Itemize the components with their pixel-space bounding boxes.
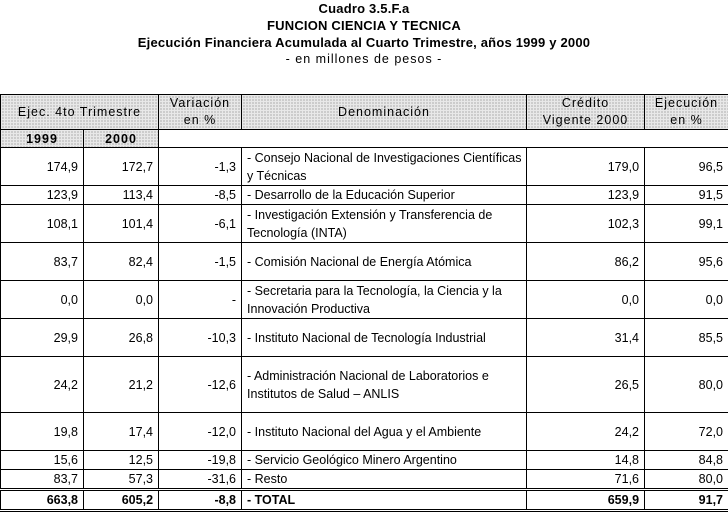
table-row	[1, 243, 728, 281]
variation-pct-cell: -1,3	[159, 148, 242, 186]
title-block	[0, 0, 728, 68]
table-body	[1, 148, 728, 511]
credito-vigente-cell: 31,4	[527, 319, 645, 357]
value-2000-cell: 12,5	[84, 451, 159, 470]
denomination-cell: - Consejo Nacional de Investigaciones Científicas y Técnicas	[242, 148, 527, 186]
header-variacion-line2: en %	[184, 113, 217, 127]
total-credito-vigente-cell: 659,9	[527, 490, 645, 511]
denomination-cell: - Resto	[242, 470, 527, 490]
header-credito	[527, 95, 645, 130]
value-1999-cell: 123,9	[1, 186, 84, 205]
execution-pct-cell: 84,8	[645, 451, 728, 470]
value-1999-cell: 174,9	[1, 148, 84, 186]
credito-vigente-cell: 179,0	[527, 148, 645, 186]
table-number: Cuadro 3.5.F.a	[0, 0, 728, 17]
value-1999-cell: 108,1	[1, 205, 84, 243]
header-ejecucion-line1: Ejecución	[655, 96, 718, 110]
credito-vigente-cell: 86,2	[527, 243, 645, 281]
credito-vigente-cell: 26,5	[527, 357, 645, 413]
variation-pct-cell: -10,3	[159, 319, 242, 357]
total-execution-pct-cell: 91,7	[645, 490, 728, 511]
value-1999-cell: 19,8	[1, 413, 84, 451]
value-1999-cell: 24,2	[1, 357, 84, 413]
execution-pct-cell: 99,1	[645, 205, 728, 243]
table-row	[1, 186, 728, 205]
denomination-cell: - Investigación Extensión y Transferencia de Tecnología (INTA)	[242, 205, 527, 243]
denomination-cell: - Comisión Nacional de Energía Atómica	[242, 243, 527, 281]
header-years-row	[1, 130, 728, 148]
value-1999-cell: 0,0	[1, 281, 84, 319]
variation-pct-cell: -1,5	[159, 243, 242, 281]
total-value-1999-cell: 663,8	[1, 490, 84, 511]
execution-pct-cell: 85,5	[645, 319, 728, 357]
credito-vigente-cell: 0,0	[527, 281, 645, 319]
table-row	[1, 451, 728, 470]
value-1999-cell: 15,6	[1, 451, 84, 470]
execution-pct-cell: 80,0	[645, 470, 728, 490]
execution-table	[0, 94, 728, 512]
table-row	[1, 413, 728, 451]
execution-pct-cell: 95,6	[645, 243, 728, 281]
header-year-1999: 1999	[1, 130, 84, 148]
variation-pct-cell: -31,6	[159, 470, 242, 490]
credito-vigente-cell: 24,2	[527, 413, 645, 451]
variation-pct-cell: -	[159, 281, 242, 319]
variation-pct-cell: -6,1	[159, 205, 242, 243]
denomination-cell: - Desarrollo de la Educación Superior	[242, 186, 527, 205]
header-credito-line1: Crédito	[562, 96, 609, 110]
value-2000-cell: 0,0	[84, 281, 159, 319]
variation-pct-cell: -19,8	[159, 451, 242, 470]
execution-pct-cell: 91,5	[645, 186, 728, 205]
header-ejec: Ejec. 4to Trimestre	[1, 95, 159, 130]
variation-pct-cell: -12,6	[159, 357, 242, 413]
header-variacion-line1: Variación	[170, 96, 230, 110]
denomination-cell: - Secretaria para la Tecnología, la Ciencia y la Innovación Productiva	[242, 281, 527, 319]
total-variation-pct-cell: -8,8	[159, 490, 242, 511]
table-row	[1, 357, 728, 413]
header-row	[1, 95, 728, 130]
header-year-2000: 2000	[84, 130, 159, 148]
execution-pct-cell: 72,0	[645, 413, 728, 451]
value-2000-cell: 82,4	[84, 243, 159, 281]
total-value-2000-cell: 605,2	[84, 490, 159, 511]
total-denomination-cell: - TOTAL	[242, 490, 527, 511]
variation-pct-cell: -8,5	[159, 186, 242, 205]
value-1999-cell: 83,7	[1, 243, 84, 281]
header-ejecucion-line2: en %	[670, 113, 703, 127]
table-row	[1, 470, 728, 490]
credito-vigente-cell: 123,9	[527, 186, 645, 205]
header-ejecucion	[645, 95, 728, 130]
denomination-cell: - Servicio Geológico Minero Argentino	[242, 451, 527, 470]
function-title: FUNCION CIENCIA Y TECNICA	[0, 17, 728, 34]
header-variacion	[159, 95, 242, 130]
value-2000-cell: 101,4	[84, 205, 159, 243]
units-note: - en millones de pesos -	[0, 51, 728, 68]
value-2000-cell: 17,4	[84, 413, 159, 451]
total-row	[1, 490, 728, 511]
value-1999-cell: 83,7	[1, 470, 84, 490]
header-denominacion: Denominación	[242, 95, 527, 130]
credito-vigente-cell: 71,6	[527, 470, 645, 490]
execution-pct-cell: 0,0	[645, 281, 728, 319]
variation-pct-cell: -12,0	[159, 413, 242, 451]
table-row	[1, 205, 728, 243]
table-row	[1, 281, 728, 319]
denomination-cell: - Administración Nacional de Laboratorios e Institutos de Salud – ANLIS	[242, 357, 527, 413]
credito-vigente-cell: 102,3	[527, 205, 645, 243]
value-2000-cell: 21,2	[84, 357, 159, 413]
table-row	[1, 148, 728, 186]
value-2000-cell: 113,4	[84, 186, 159, 205]
value-2000-cell: 172,7	[84, 148, 159, 186]
value-1999-cell: 29,9	[1, 319, 84, 357]
value-2000-cell: 57,3	[84, 470, 159, 490]
credito-vigente-cell: 14,8	[527, 451, 645, 470]
report-subtitle: Ejecución Financiera Acumulada al Cuarto Trimestre, años 1999 y 2000	[0, 34, 728, 51]
table-row	[1, 319, 728, 357]
value-2000-cell: 26,8	[84, 319, 159, 357]
denomination-cell: - Instituto Nacional de Tecnología Industrial	[242, 319, 527, 357]
execution-pct-cell: 80,0	[645, 357, 728, 413]
execution-pct-cell: 96,5	[645, 148, 728, 186]
denomination-cell: - Instituto Nacional del Agua y el Ambiente	[242, 413, 527, 451]
header-credito-line2: Vigente 2000	[543, 113, 628, 127]
